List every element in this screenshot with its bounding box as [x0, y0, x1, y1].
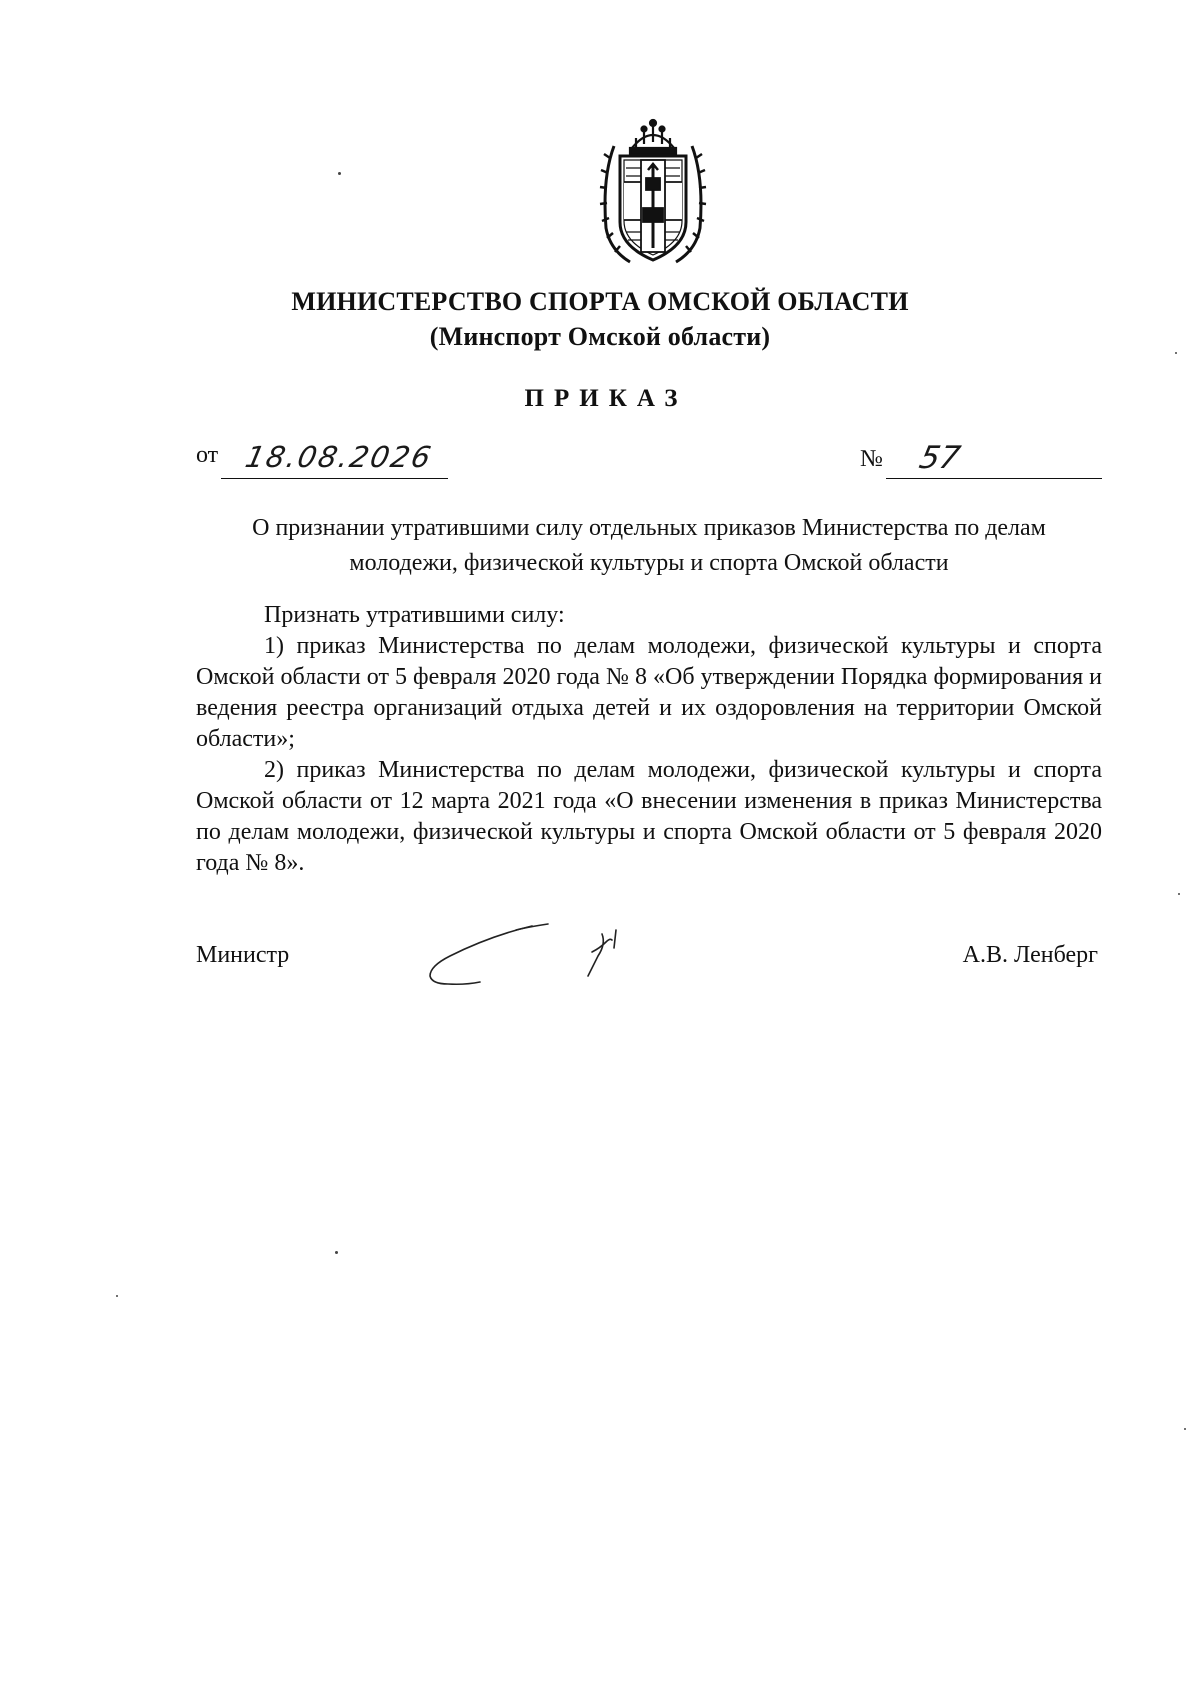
scan-speck	[1178, 893, 1180, 895]
scan-speck	[1175, 352, 1177, 354]
handwritten-signature	[420, 912, 650, 992]
scan-speck	[338, 172, 341, 175]
number-underline	[886, 478, 1102, 479]
scan-speck	[335, 1251, 338, 1254]
ministry-short-name: (Минспорт Омской области)	[429, 322, 771, 351]
date-underline	[221, 478, 448, 479]
signatory-title: Министр	[196, 942, 290, 968]
body-item-1: 1) приказ Министерства по делам молодежи, физической культуры и спорта Омской области от 5 февраля 2020 года № 8 «Об утверждении Порядка формирования и ведения реестра организаций отдыха детей и их оздоровления на территории Омской области»;	[196, 633, 1102, 752]
number-label: №	[860, 446, 883, 472]
body-intro: Признать утратившими силу:	[264, 602, 565, 628]
document-subject: О признании утратившими силу отдельных приказов Министерства по делам молодежи, физической культуры и спорта Омской области	[252, 515, 1046, 576]
document-body	[196, 600, 1102, 879]
signatory-name: А.В. Ленберг	[962, 942, 1098, 968]
ministry-name: МИНИСТЕРСТВО СПОРТА ОМСКОЙ ОБЛАСТИ	[291, 287, 909, 316]
date-value: 18.08.2026	[242, 440, 436, 474]
number-value: 57	[916, 440, 964, 476]
coat-of-arms-icon	[596, 118, 710, 268]
scan-speck	[116, 1295, 118, 1297]
body-item-2: 2) приказ Министерства по делам молодежи, физической культуры и спорта Омской области от 12 марта 2021 года «О внесении изменения в приказ Министерства по делам молодежи, физической культуры и спорта Омской области от 5 февраля 2020 года № 8».	[196, 757, 1102, 876]
date-prefix: от	[196, 442, 219, 468]
scan-speck	[1184, 1428, 1186, 1430]
document-type: ПРИКАЗ	[524, 385, 688, 412]
